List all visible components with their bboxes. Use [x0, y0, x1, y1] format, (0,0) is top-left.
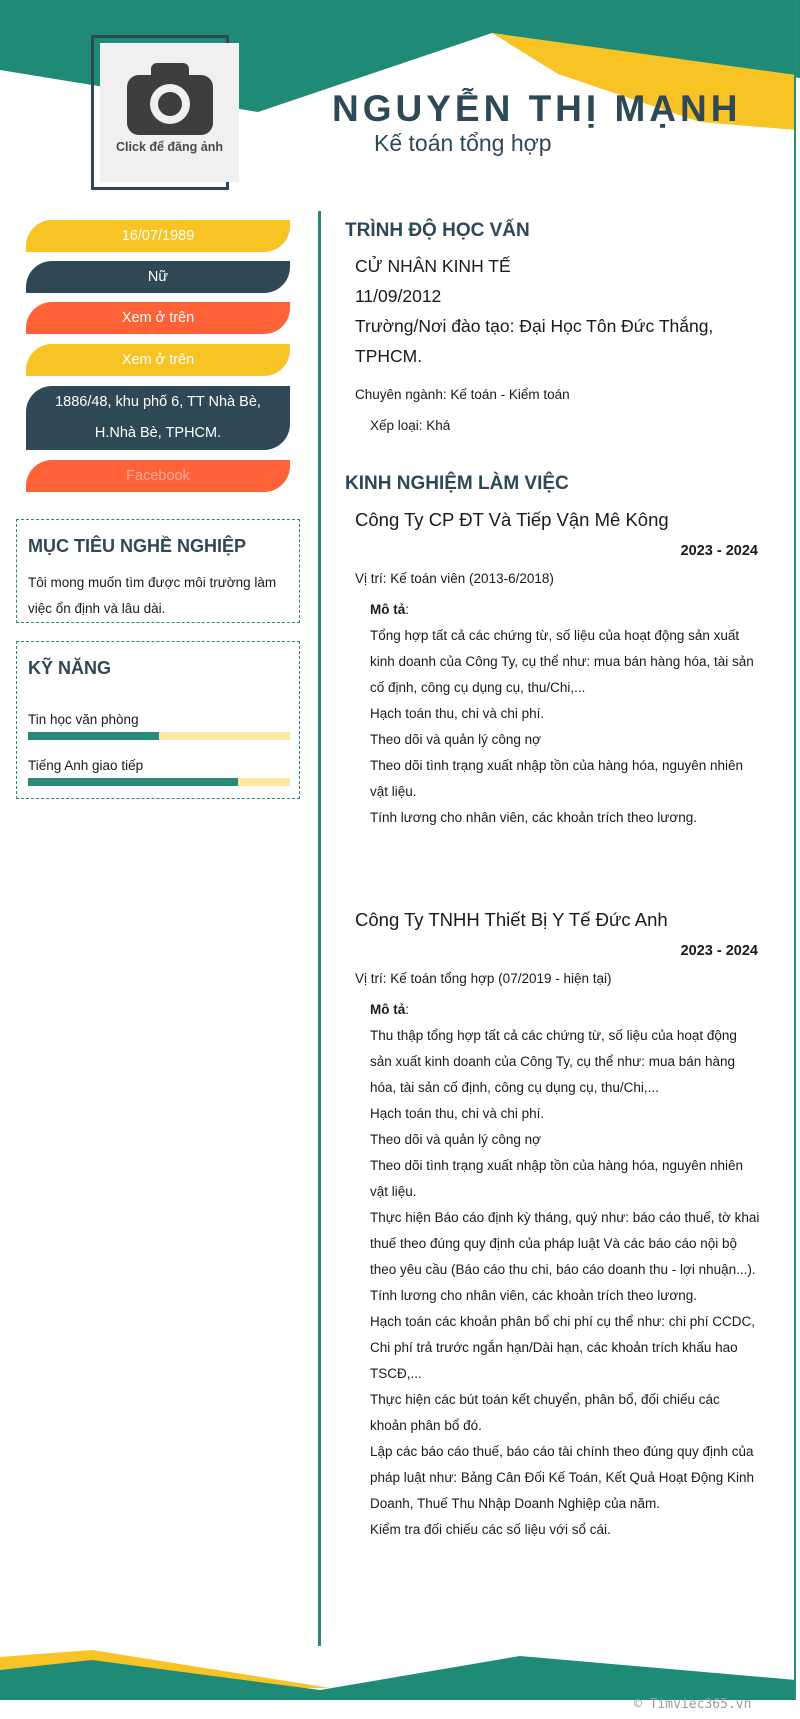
job-company[interactable]: Công Ty TNHH Thiết Bị Y Tế Đức Anh — [355, 909, 668, 930]
education-date[interactable]: 11/09/2012 — [355, 286, 442, 306]
photo-caption[interactable]: Click để đăng ảnh — [116, 140, 223, 154]
desc-colon: : — [405, 602, 410, 617]
desc-line: Hạch toán thu, chi và chi phí. — [370, 706, 545, 721]
desc-line: Thực hiện Báo cáo định kỳ tháng, quý như: báo cáo thuế, tờ khai thuế theo đúng quy định của pháp luật Và các báo cáo nội bộ theo yêu cầu (Báo cáo thu chi, báo cáo doanh thu - lợi nhuận...). — [370, 1210, 760, 1277]
desc-line: Hạch toán thu, chi và chi phí. — [370, 1106, 545, 1121]
desc-colon: : — [405, 1002, 410, 1017]
gender-field[interactable]: Nữ — [26, 261, 290, 293]
job-desc-label — [370, 602, 409, 617]
job-period[interactable]: 2023 - 2024 — [680, 943, 758, 959]
job-position[interactable]: Vị trí: Kế toán tổng hợp (07/2019 - hiện tại) — [355, 971, 612, 986]
birthday-field[interactable]: 16/07/1989 — [26, 220, 290, 252]
desc-line: Tính lương cho nhân viên, các khoản trích theo lương. — [370, 1288, 697, 1303]
job-period[interactable]: 2023 - 2024 — [680, 543, 758, 559]
camera-icon — [127, 61, 213, 137]
job-description[interactable] — [370, 1023, 760, 1543]
education-grade[interactable]: Xếp loại: Khá — [370, 418, 451, 433]
desc-line: Hạch toán các khoản phân bổ chi phí cụ thể như: chi phí CCDC, Chi phí trả trước ngắn hạn/Dài hạn, các khoản trích khấu hao TSCĐ,... — [370, 1314, 756, 1381]
photo-upload[interactable] — [100, 43, 239, 182]
facebook-field[interactable] — [26, 460, 290, 492]
desc-line: Thu thập tổng hợp tất cả các chứng từ, số liệu của hoạt động sản xuất kinh doanh của Công Ty, cụ thể như: mua bán hàng hóa, tài sản cố định, công cụ dụng cụ, thu/Chi,... — [370, 1028, 737, 1095]
desc-line: Theo dõi tình trạng xuất nhập tồn của hàng hóa, nguyên nhiên vật liệu. — [370, 758, 744, 799]
desc-line: Tính lương cho nhân viên, các khoản trích theo lương. — [370, 810, 697, 825]
job-description[interactable] — [370, 623, 760, 831]
address-line-1: 1886/48, khu phố 6, TT Nhà Bè, — [55, 394, 261, 410]
desc-line: Theo dõi và quản lý công nợ — [370, 1132, 541, 1147]
job-desc-label — [370, 1002, 409, 1017]
skill-bar — [28, 778, 290, 786]
education-degree[interactable]: CỬ NHÂN KINH TẾ — [355, 256, 511, 276]
desc-line: Lập các báo cáo thuế, báo cáo tài chính theo đúng quy định của pháp luật như: Bảng Cân Đối Kế Toán, Kết Quả Hoạt Động Kinh Doanh, Thuế Thu Nhập Doanh Nghiệp của năm. — [370, 1444, 755, 1511]
education-school-line-1[interactable]: Trường/Nơi đào tạo: Đại Học Tôn Đức Thắng, — [355, 316, 714, 336]
skill-bar — [28, 732, 290, 740]
desc-line: Kiểm tra đối chiếu các số liệu với sổ cái. — [370, 1522, 611, 1537]
candidate-name: NGUYỄN THỊ MẠNH — [332, 88, 742, 129]
education-school-line-2[interactable]: TPHCM. — [355, 346, 423, 366]
address-field[interactable] — [26, 386, 290, 450]
objective-box — [16, 519, 300, 623]
phone-field[interactable]: Xem ở trên — [26, 302, 290, 334]
skills-box — [16, 641, 300, 799]
address-line-2: H.Nhà Bè, TPHCM. — [94, 425, 222, 441]
desc-label: Mô tả — [370, 602, 406, 617]
right-border-line — [794, 0, 796, 1700]
job-title: Kế toán tổng hợp — [374, 130, 552, 156]
skill-bar-fill — [28, 778, 238, 786]
facebook-placeholder: Facebook — [126, 468, 190, 484]
desc-line: Tổng hợp tất cả các chứng từ, số liệu của hoạt động sản xuất kinh doanh của Công Ty, cụ thể như: mua bán hàng hóa, tài sản cố định, công cụ dụng cụ, thu/Chi,... — [370, 628, 754, 695]
objective-title: MỤC TIÊU NGHỀ NGHIỆP — [28, 536, 247, 556]
desc-line: Theo dõi tình trạng xuất nhập tồn của hàng hóa, nguyên nhiên vật liệu. — [370, 1158, 744, 1199]
skills-title: KỸ NĂNG — [28, 658, 112, 678]
desc-line: Thực hiện các bút toán kết chuyển, phân bổ, đối chiếu các khoản phân bổ đó. — [370, 1392, 720, 1433]
desc-line: Theo dõi và quản lý công nợ — [370, 732, 541, 747]
objective-text[interactable]: Tôi mong muốn tìm được môi trường làm việc ổn định và lâu dài. — [28, 575, 277, 616]
job-company[interactable]: Công Ty CP ĐT Và Tiếp Vận Mê Kông — [355, 509, 669, 530]
desc-label: Mô tả — [370, 1002, 406, 1017]
skill-name[interactable]: Tiếng Anh giao tiếp — [28, 758, 144, 773]
job-position[interactable]: Vị trí: Kế toán viên (2013-6/2018) — [355, 571, 554, 586]
skill-bar-fill — [28, 732, 159, 740]
education-major[interactable]: Chuyên ngành: Kế toán - Kiểm toán — [355, 387, 570, 402]
experience-title: KINH NGHIỆM LÀM VIỆC — [345, 473, 569, 494]
skill-name[interactable]: Tin học văn phòng — [28, 712, 139, 727]
email-field[interactable]: Xem ở trên — [26, 344, 290, 376]
footer-watermark: © Timviec365.vn — [634, 1697, 752, 1712]
column-divider — [318, 211, 321, 1646]
education-title: TRÌNH ĐỘ HỌC VẤN — [345, 220, 530, 241]
